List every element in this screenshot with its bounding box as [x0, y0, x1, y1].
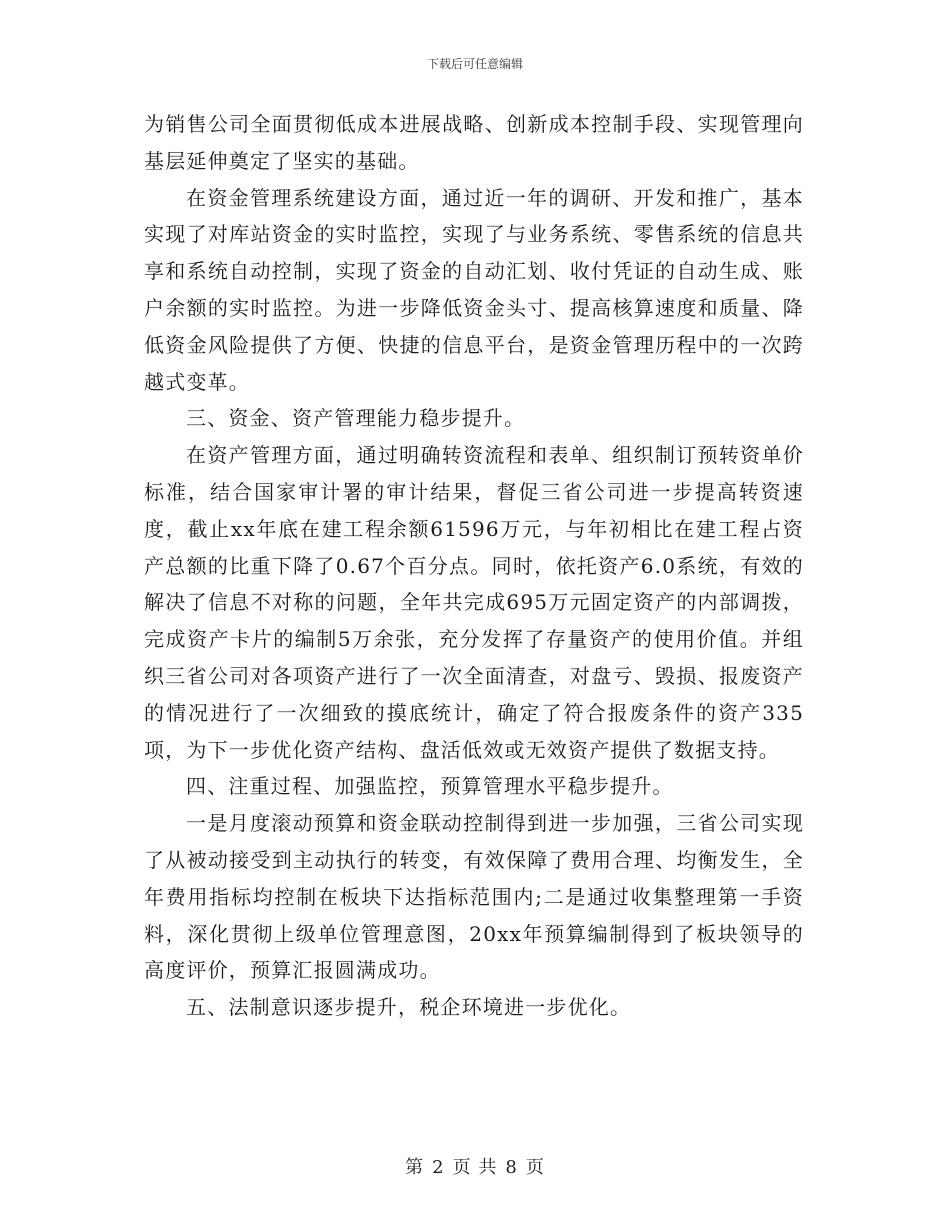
section-heading-4: 四、注重过程、加强监控，预算管理水平稳步提升。	[186, 774, 674, 799]
paragraph-4: 在资产管理方面，通过明确转资流程和表单、组织制订预转资单价标准，结合国家审计署的审计结果，督促三省公司进一步提高转资速度，截止xx年底在建工程余额61596万元，与年初相比在建工程占资产总额的比重下降了0.67个百分点。同时，依托资产6.0系统，有效的解决了信息不对称的问题，全年共完成695万元固定资产的内部调拨，完成资产卡片的编制5万余张，充分发挥了存量资产的使用价值。并组织三省公司对各项资产进行了一次全面清查，对盘亏、毁损、报废资产的情况进行了一次细致的摸底统计，确定了符合报废条件的资产335项，为下一步优化资产结构、盘活低效或无效资产提供了数据支持。	[144, 443, 804, 762]
paragraph-2: 在资金管理系统建设方面，通过近一年的调研、开发和推广，基本实现了对库站资金的实时监控，实现了与业务系统、零售系统的信息共享和系统自动控制，实现了资金的自动汇划、收付凭证的自动生成、账户余额的实时监控。为进一步降低资金头寸、提高核算速度和质量、降低资金风险提供了方便、快捷的信息平台，是资金管理历程中的一次跨越式变革。	[144, 185, 804, 394]
document-body	[144, 106, 804, 1026]
page-footer	[0, 1153, 950, 1179]
section-heading-5: 五、法制意识逐步提升，税企环境进一步优化。	[186, 995, 632, 1020]
paragraph-1: 为销售公司全面贯彻低成本进展战略、创新成本控制手段、实现管理向基层延伸奠定了坚实的基础。	[144, 112, 804, 173]
footer-total-pages: 8	[505, 1157, 518, 1178]
footer-mid: 页 共	[452, 1157, 498, 1178]
page-header	[0, 55, 950, 72]
footer-suffix: 页	[525, 1157, 545, 1178]
header-text: 下载后可任意编辑	[426, 57, 523, 71]
paragraph-6: 一是月度滚动预算和资金联动控制得到进一步加强，三省公司实现了从被动接受到主动执行的转变，有效保障了费用合理、均衡发生，全年费用指标均控制在板块下达指标范围内;二是通过收集整理第一手资料，深化贯彻上级单位管理意图，20xx年预算编制得到了板块领导的高度评价，预算汇报圆满成功。	[144, 811, 804, 983]
footer-prefix: 第	[405, 1157, 425, 1178]
section-heading-3: 三、资金、资产管理能力稳步提升。	[186, 406, 526, 431]
footer-page-number: 2	[432, 1157, 445, 1178]
